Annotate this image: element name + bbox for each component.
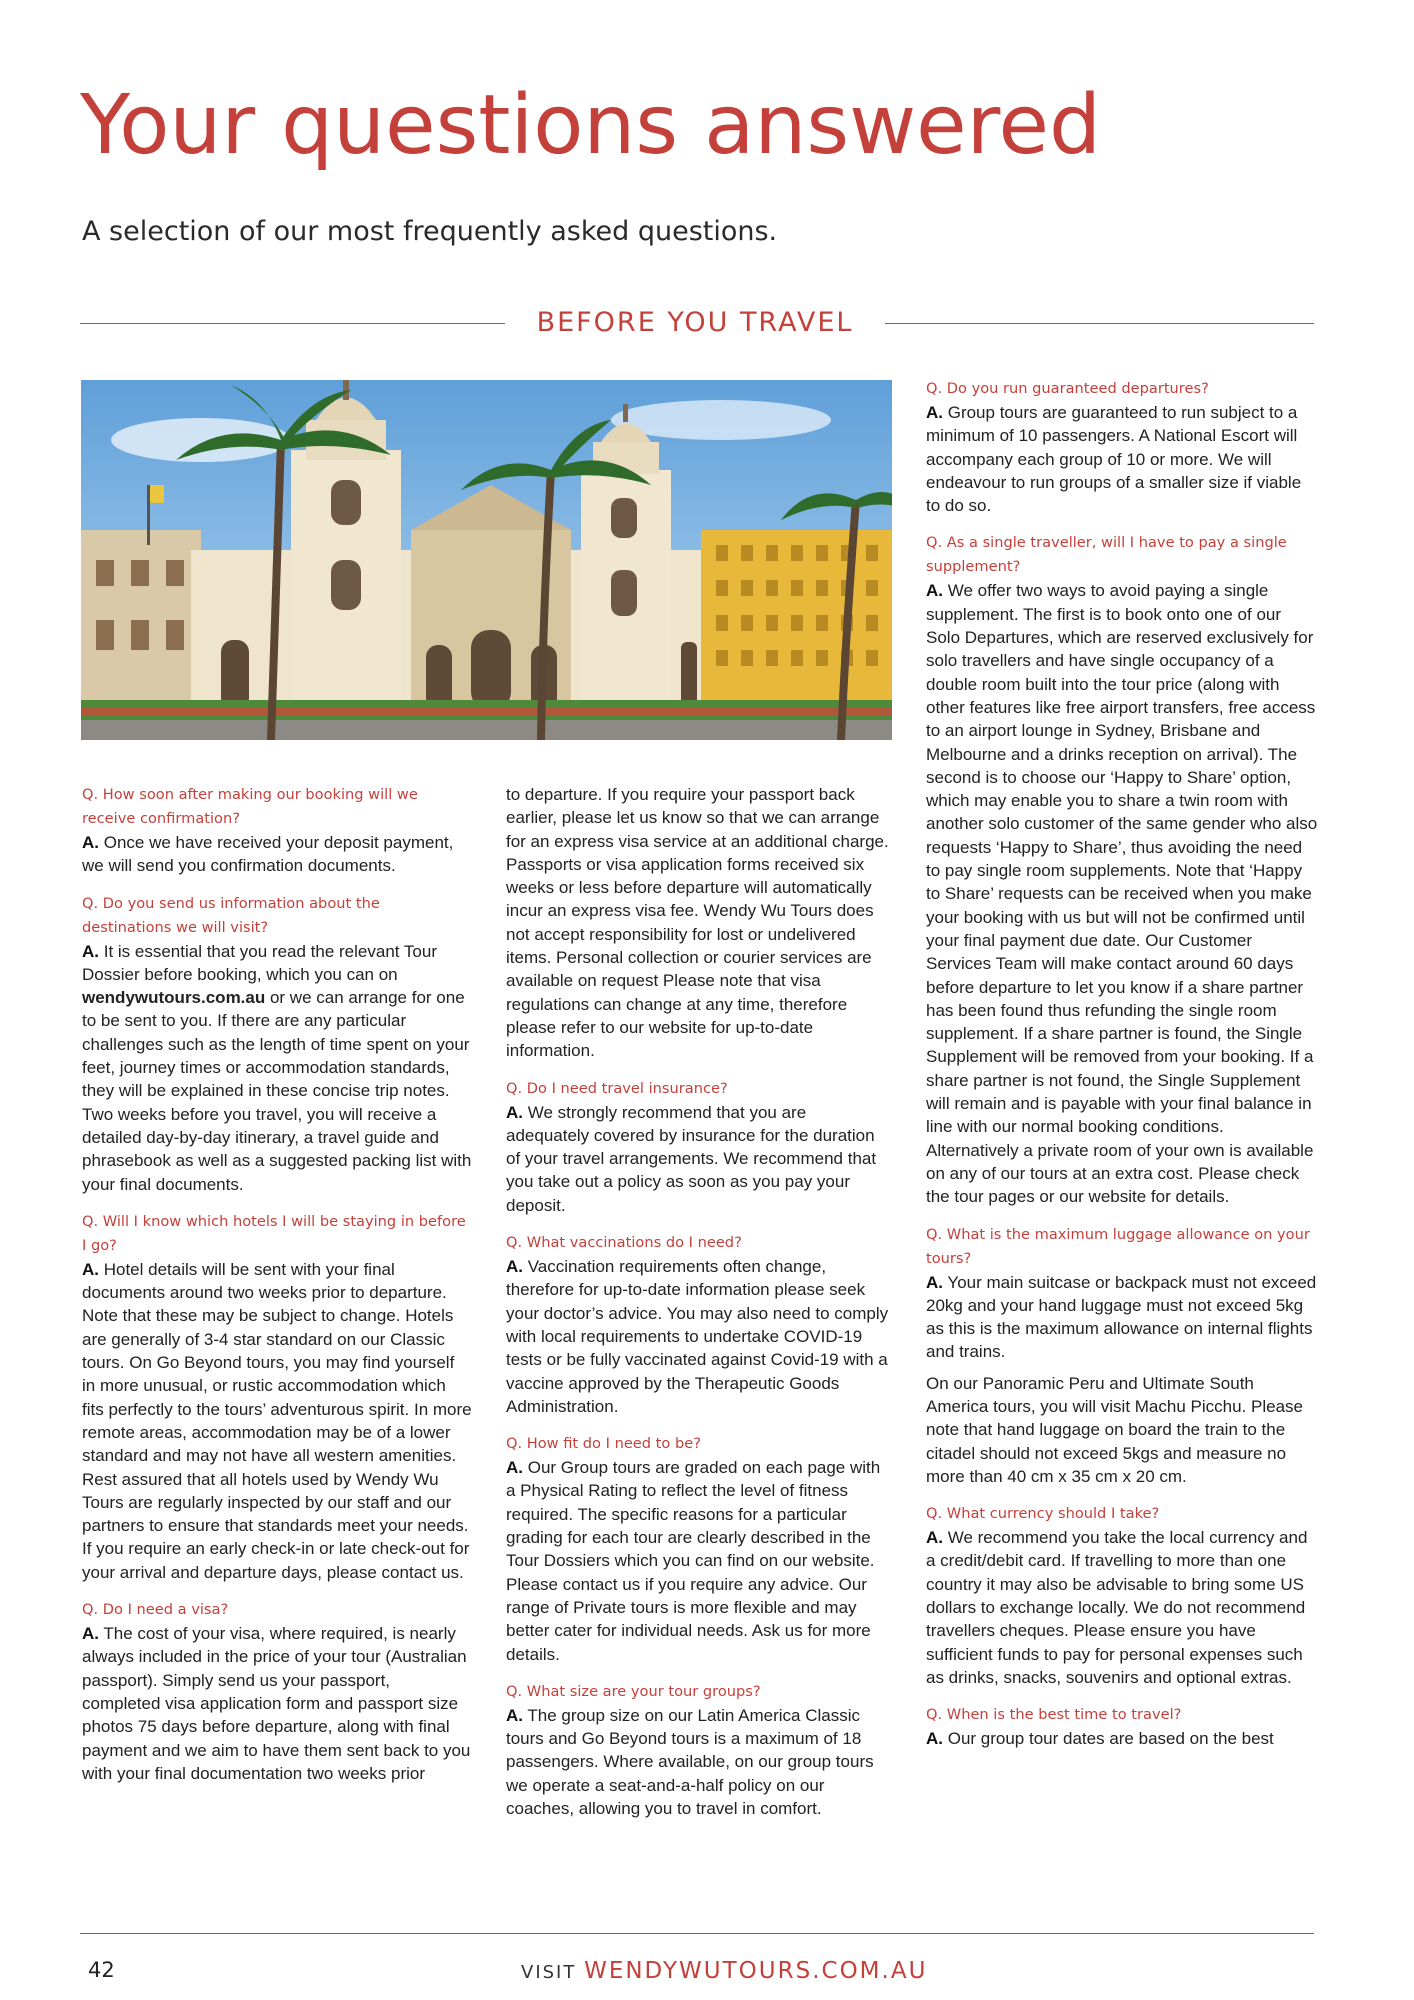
faq-best-time bbox=[926, 1703, 1318, 1750]
answer-text: Hotel details will be sent with your final documents around two weeks prior to departure. Note that these may be subject to change. Hotels are generally of 3-4 star standard on our Classic tours. On Go Beyond tours, you may find yourself in more unusual, or rustic accommodation which fits perfectly to the tours’ adventurous spirit. In more remote areas, accommodation may be of a lower standard and may not have all western amenities. Rest assured that all hotels used by Wendy Wu Tours are regularly inspected by our staff and our partners to ensure that standards meet your needs. If you require an early check-in or late check-out for your arrival and departure days, please contact us. bbox=[82, 1259, 472, 1582]
faq-answer-extra: On our Panoramic Peru and Ultimate South America tours, you will visit Machu Picchu. Please note that hand luggage on board the train to the citadel should not exceed 5kgs and measure no more than 40 cm x 35 cm x 20 cm. bbox=[926, 1373, 1303, 1486]
answer-mark: A. bbox=[926, 1272, 943, 1292]
faq-fitness bbox=[506, 1432, 891, 1666]
answer-mark: A. bbox=[926, 581, 943, 601]
faq-single-supplement bbox=[926, 531, 1318, 1208]
faq-answer bbox=[926, 1526, 1318, 1689]
answer-text: Our group tour dates are based on the best bbox=[943, 1729, 1274, 1749]
faq-answer bbox=[506, 1456, 891, 1666]
faq-question: Q. Do you send us information about the destinations we will visit? bbox=[82, 894, 380, 936]
faq-guaranteed bbox=[926, 377, 1318, 517]
answer-mark: A. bbox=[506, 1257, 523, 1277]
faq-question: Q. How fit do I need to be? bbox=[506, 1435, 701, 1453]
faq-question: Q. Do I need a visa? bbox=[82, 1601, 229, 1619]
section-title: BEFORE YOU TRAVEL bbox=[536, 307, 854, 338]
visit-label: VISIT bbox=[521, 1962, 585, 1983]
faq-luggage bbox=[926, 1223, 1318, 1489]
faq-vaccinations bbox=[506, 1231, 891, 1418]
answer-mark: A. bbox=[506, 1705, 523, 1725]
answer-mark: A. bbox=[926, 1729, 943, 1749]
faq-answer bbox=[506, 1704, 891, 1820]
faq-answer bbox=[926, 579, 1318, 1208]
answer-mark: A. bbox=[506, 1102, 523, 1122]
faq-column-2 bbox=[506, 783, 891, 1834]
faq-question: Q. What size are your tour groups? bbox=[506, 1682, 761, 1700]
answer-mark: A. bbox=[926, 1528, 943, 1548]
faq-answer bbox=[82, 940, 472, 1196]
answer-text: Vaccination requirements often change, therefore for up-to-date information please seek your doctor’s advice. You may also need to comply with local requirements to undertake COVID-19 tests or be fully vaccinated against Covid-19 with a vaccine approved by the Therapeutic Goods Administration. bbox=[506, 1257, 889, 1416]
footer-website-link[interactable]: WENDYWUTOURS.COM.AU bbox=[584, 1958, 928, 1984]
answer-mark: A. bbox=[506, 1458, 523, 1478]
faq-visa bbox=[82, 1598, 472, 1785]
answer-text: We strongly recommend that you are adequately covered by insurance for the duration of your travel arrangements. We recommend that you take out a policy as soon as you pay your deposit. bbox=[506, 1102, 877, 1215]
faq-answer bbox=[926, 401, 1318, 517]
faq-answer-continued: to departure. If you require your passport back earlier, please let us know so that we can arrange for an express visa service at an additional charge. Passports or visa application forms received six weeks or less before departure will automatically incur an express visa fee. Wendy Wu Tours does not accept responsibility for lost or undelivered items. Personal collection or courier services are available on request Please note that visa regulations can change at any time, therefore please refer to our website for up-to-date information. bbox=[506, 785, 889, 1061]
faq-currency bbox=[926, 1502, 1318, 1689]
faq-question: Q. As a single traveller, will I have to pay a single supplement? bbox=[926, 534, 1287, 576]
page-number: 42 bbox=[88, 1958, 115, 1982]
answer-mark: A. bbox=[82, 1259, 99, 1279]
footer-divider bbox=[80, 1933, 1314, 1934]
faq-question: Q. What currency should I take? bbox=[926, 1505, 1160, 1523]
faq-answer bbox=[82, 831, 472, 878]
faq-answer bbox=[82, 1622, 472, 1785]
answer-text: or we can arrange for one to be sent to you. If there are any particular challenges such as the length of time spent on your feet, journey times or accommodation standards, they will be explained in these concise trip notes. Two weeks before you travel, you will receive a detailed day-by-day itinerary, a travel guide and phrasebook as well as a suggested packing list with your final documents. bbox=[82, 988, 472, 1194]
divider bbox=[80, 323, 505, 324]
faq-answer bbox=[506, 1101, 891, 1217]
answer-text: The cost of your visa, where required, is nearly always included in the price of your tour (Australian passport). Simply send us your passport, completed visa application form and passport size photos 75 days before departure, along with final payment and we aim to have them sent back to you with your final documentation two weeks prior bbox=[82, 1624, 471, 1783]
section-header bbox=[80, 303, 1314, 343]
faq-question: Q. Will I know which hotels I will be staying in before I go? bbox=[82, 1212, 466, 1254]
answer-mark: A. bbox=[82, 1624, 99, 1644]
faq-question: Q. Do you run guaranteed departures? bbox=[926, 380, 1209, 397]
faq-question: Q. Do I need travel insurance? bbox=[506, 1079, 728, 1097]
answer-text: Once we have received your deposit payment, we will send you confirmation documents. bbox=[82, 833, 454, 876]
faq-answer bbox=[82, 1258, 472, 1584]
faq-answer bbox=[926, 1271, 1318, 1364]
answer-text: The group size on our Latin America Classic tours and Go Beyond tours is a maximum of 18 passengers. Where available, on our group tours we operate a seat-and-a-half policy on our coaches, allowing you to travel in comfort. bbox=[506, 1705, 874, 1818]
faq-question: Q. How soon after making our booking will we receive confirmation? bbox=[82, 786, 418, 827]
faq-group-size bbox=[506, 1680, 891, 1820]
faq-hotels bbox=[82, 1210, 472, 1584]
faq-column-3 bbox=[926, 377, 1318, 1765]
faq-question: Q. What vaccinations do I need? bbox=[506, 1234, 742, 1252]
answer-text: We offer two ways to avoid paying a single supplement. The first is to book onto one of our Solo Departures, which are reserved exclusively for solo travellers and have single occupancy of a double room built into the tour price (along with other features like free airport transfers, free access to an airport lounge in Sydney, Brisbane and Melbourne and a drinks reception on arrival). The second is to choose our ‘Happy to Share’ option, which may enable you to share a twin room with another solo customer of the same gender who also requests ‘Happy to Share’, thus avoiding the need to pay single room supplements. Note that ‘Happy to Share’ requests can be received when you make your booking with us but will not be confirmed until your final payment due date. Our Customer Services Team will make contact around 60 days before departure to let you know if a share partner has been found thus refunding the single room supplement. If a share partner is found, the Single Supplement will be removed from your booking. If a share partner is not found, the Single Supplement will remain and is payable with your final balance in line with our normal booking conditions. Alternatively a private room of your own is available on any of our tours at an extra cost. Please check the tour pages or our website for details. bbox=[926, 581, 1318, 1207]
faq-visa-continued bbox=[506, 783, 891, 1063]
page-subtitle: A selection of our most frequently asked questions. bbox=[82, 216, 778, 247]
faq-destination-info bbox=[82, 892, 472, 1196]
answer-mark: A. bbox=[926, 403, 943, 422]
answer-text: Our Group tours are graded on each page with a Physical Rating to reflect the level of fitness required. The specific reasons for a particular grading for each tour are clearly described in the Tour Dossiers which you can find on our website. Please contact us if you require any advice. Our range of Private tours is more flexible and may better cater for individual needs. Ask us for more details. bbox=[506, 1458, 881, 1664]
answer-mark: A. bbox=[82, 941, 99, 961]
faq-question: Q. What is the maximum luggage allowance on your tours? bbox=[926, 1225, 1310, 1267]
footer-visit bbox=[521, 1958, 927, 1984]
faq-column-1 bbox=[82, 783, 472, 1799]
faq-question: Q. When is the best time to travel? bbox=[926, 1706, 1182, 1724]
answer-text: Group tours are guaranteed to run subject to a minimum of 10 passengers. A National Escort will accompany each group of 10 or more. We will endeavour to run groups of a smaller size if viable to do so. bbox=[926, 403, 1302, 516]
answer-text: It is essential that you read the relevant Tour Dossier before booking, which you can on bbox=[82, 941, 437, 984]
lima-cathedral-photo bbox=[81, 380, 892, 740]
page-title: Your questions answered bbox=[80, 78, 1102, 173]
website-link[interactable]: wendywutours.com.au bbox=[82, 988, 266, 1008]
answer-text: We recommend you take the local currency and a credit/debit card. If travelling to more than one country it may also be advisable to bring some US dollars to exchange locally. We do not recommend travellers cheques. Please ensure you have sufficient funds to pay for personal expenses such as drinks, snacks, souvenirs and optional extras. bbox=[926, 1528, 1308, 1687]
faq-answer bbox=[506, 1255, 891, 1418]
answer-mark: A. bbox=[82, 833, 99, 852]
divider bbox=[885, 323, 1314, 324]
faq-answer bbox=[926, 1727, 1318, 1750]
answer-text: Your main suitcase or backpack must not exceed 20kg and your hand luggage must not exceed 5kg as this is the maximum allowance on internal flights and trains. bbox=[926, 1272, 1317, 1362]
faq-insurance bbox=[506, 1077, 891, 1217]
faq-booking-confirmation bbox=[82, 783, 472, 878]
